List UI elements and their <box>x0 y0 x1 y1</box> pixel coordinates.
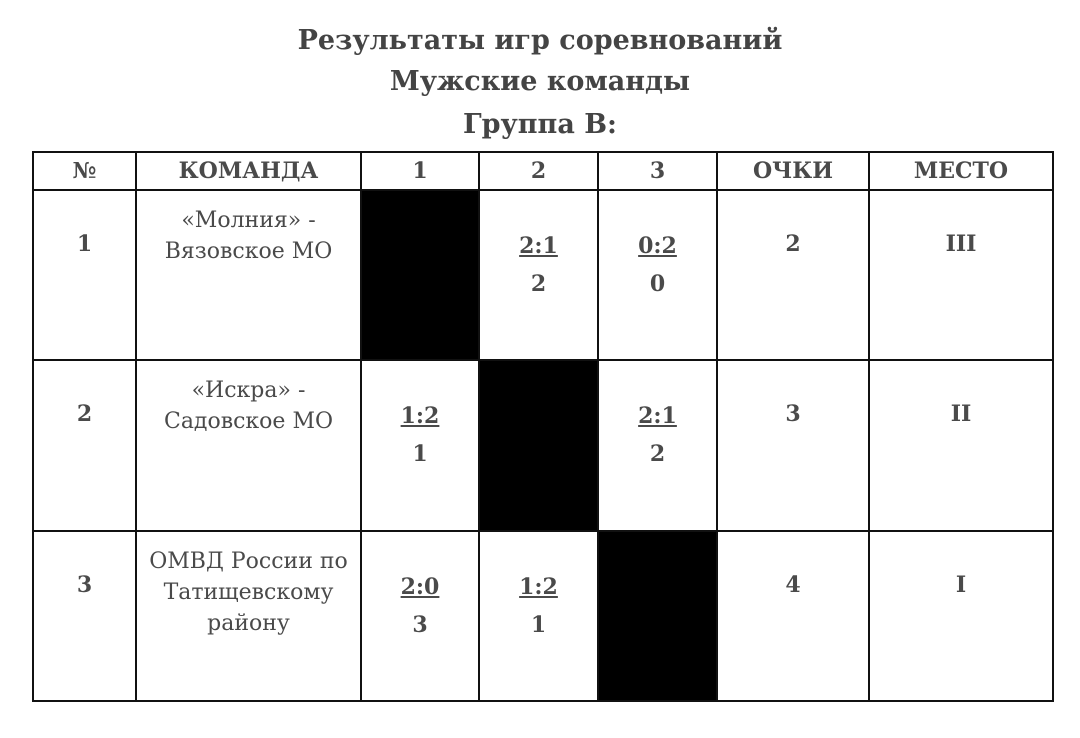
team-place: II <box>869 360 1053 530</box>
column-header-place: МЕСТО <box>869 152 1053 190</box>
total-points: 3 <box>717 360 869 530</box>
match-points: 1 <box>530 611 547 638</box>
column-header-game-3: 3 <box>598 152 717 190</box>
match-points: 1 <box>412 441 428 468</box>
team-place: I <box>869 531 1053 701</box>
match-score: 1:2 <box>400 403 440 430</box>
team-name-line: «Молния» - <box>181 208 316 233</box>
page-title: Результаты игр соревнований <box>297 25 783 56</box>
blocked-cell <box>361 190 479 360</box>
group-title: Группа В: <box>462 109 617 140</box>
match-points: 2 <box>649 441 666 468</box>
match-score: 0:2 <box>638 233 677 259</box>
team-place: III <box>869 190 1053 360</box>
table-row <box>33 190 1053 360</box>
results-table <box>32 151 1054 702</box>
team-name-line: Садовское МО <box>163 409 334 435</box>
blocked-cell <box>598 531 717 701</box>
table-row <box>33 531 1053 701</box>
match-score: 1:2 <box>519 573 558 600</box>
team-name <box>136 190 361 360</box>
column-header-points: ОЧКИ <box>717 152 869 190</box>
match-cell <box>361 531 479 701</box>
match-cell <box>479 531 598 701</box>
column-header-team: КОМАНДА <box>136 152 361 190</box>
column-header-number: № <box>33 152 136 190</box>
team-number: 2 <box>33 360 136 530</box>
match-score: 2:0 <box>400 573 440 600</box>
header-row <box>33 152 1053 190</box>
team-number: 1 <box>33 190 136 360</box>
match-points: 3 <box>412 611 428 638</box>
match-points: 0 <box>649 271 666 297</box>
team-number: 3 <box>33 531 136 701</box>
match-score: 2:1 <box>519 233 558 259</box>
match-cell <box>598 190 717 360</box>
total-points: 2 <box>717 190 869 360</box>
team-name-line: ОМВД России по <box>149 548 348 574</box>
match-cell <box>361 360 479 530</box>
column-header-game-2: 2 <box>479 152 598 190</box>
match-cell <box>598 360 717 530</box>
team-name-line: району <box>207 610 290 636</box>
table-row <box>33 360 1053 530</box>
match-score: 2:1 <box>638 403 677 430</box>
team-name-line: «Искра» - <box>191 378 306 404</box>
team-name <box>136 531 361 701</box>
match-cell <box>479 190 598 360</box>
team-name <box>136 360 361 530</box>
total-points: 4 <box>717 531 869 701</box>
team-name-line: Вязовское МО <box>164 239 333 264</box>
team-name-line: Татищевскому <box>163 579 334 605</box>
blocked-cell <box>479 360 598 530</box>
column-header-game-1: 1 <box>361 152 479 190</box>
match-points: 2 <box>530 271 547 297</box>
page-subtitle: Мужские команды <box>389 66 691 97</box>
